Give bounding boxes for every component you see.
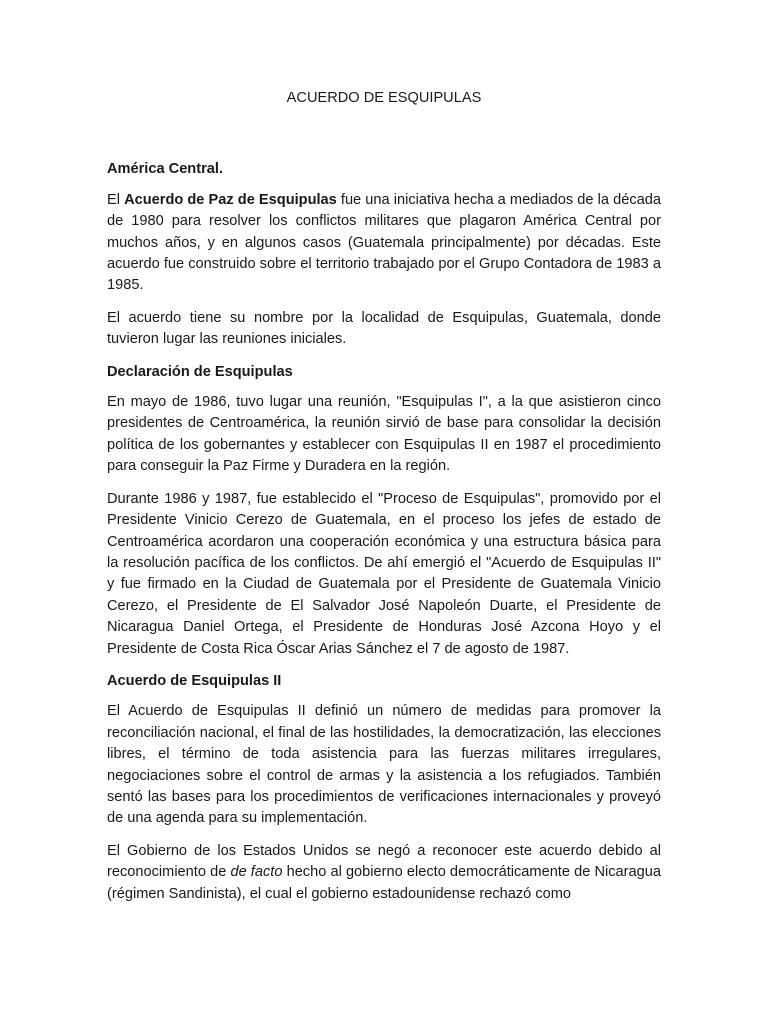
paragraph-medidas: El Acuerdo de Esquipulas II definió un número de medidas para promover la reconciliación nacional, el final de las hostilidades, la democratización, las elecciones libres, el término de toda asistencia para las fuerzas militares irregulares, negociaciones sobre el control de armas y la asistencia a los refugiados. También sentó las bases para los procedimientos de verificaciones internacionales y proveyó de una agenda para su implementación. bbox=[107, 703, 661, 827]
paragraph-intro bbox=[107, 190, 661, 297]
paragraph-intro-rest: fue una iniciativa hecha a mediados de la década de 1980 para resolver los conflictos militares que plagaron América Central por muchos años, y en algunos casos (Guatemala principalmente) por décadas. Este acuerdo fue construido sobre el territorio trabajado por el Grupo Contadora de 1983 a 1985. bbox=[107, 191, 661, 294]
section-heading-declaracion: Declaración de Esquipulas bbox=[107, 363, 293, 380]
document-title: ACUERDO DE ESQUIPULAS bbox=[286, 90, 482, 106]
paragraph-intro-lead: El bbox=[107, 191, 125, 208]
paragraph-esquipulas-i: En mayo de 1986, tuvo lugar una reunión, "Esquipulas I", a la que asistieron cinco presidentes de Centroamérica, la reunión sirvió de base para consolidar la decisión política de los gobernantes y establecer con Esquipulas II en 1987 el procedimiento para conseguir la Paz Firme y Duradera en la región. bbox=[107, 394, 661, 475]
paragraph-proceso: Durante 1986 y 1987, fue establecido el "Proceso de Esquipulas", promovido por el Presidente Vinicio Cerezo de Guatemala, en el proceso los jefes de estado de Centroamérica acordaron una cooperación económica y una estructura básica para la resolución pacífica de los conflictos. De ahí emergió el "Acuerdo de Esquipulas II" y fue firmado en la Ciudad de Guatemala por el Presidente de Guatemala Vinicio Cerezo, el Presidente de El Salvador José Napoleón Duarte, el Presidente de Nicaragua Daniel Ortega, el Presidente de Honduras José Azcona Hoyo y el Presidente de Costa Rica Óscar Arias Sánchez el 7 de agosto de 1987. bbox=[107, 490, 661, 657]
section-heading-america-central: América Central. bbox=[107, 161, 223, 178]
paragraph-name-origin: El acuerdo tiene su nombre por la localidad de Esquipulas, Guatemala, donde tuvieron lugar las reuniones iniciales. bbox=[107, 309, 661, 348]
paragraph-estados-unidos bbox=[107, 841, 661, 905]
section-heading-esquipulas-ii: Acuerdo de Esquipulas II bbox=[107, 672, 282, 689]
paragraph-estados-unidos-italic: de facto bbox=[230, 864, 283, 881]
paragraph-estados-unidos-lead: El Gobierno de los Estados Unidos se negó a reconocer este acuerdo debido al reconocimiento de bbox=[107, 842, 661, 881]
document-page bbox=[107, 88, 661, 916]
paragraph-estados-unidos-rest: hecho al gobierno electo democráticamente de Nicaragua (régimen Sandinista), el cual el gobierno estadounidense rechazó como bbox=[107, 864, 661, 902]
paragraph-intro-bold: Acuerdo de Paz de Esquipulas bbox=[124, 191, 337, 208]
